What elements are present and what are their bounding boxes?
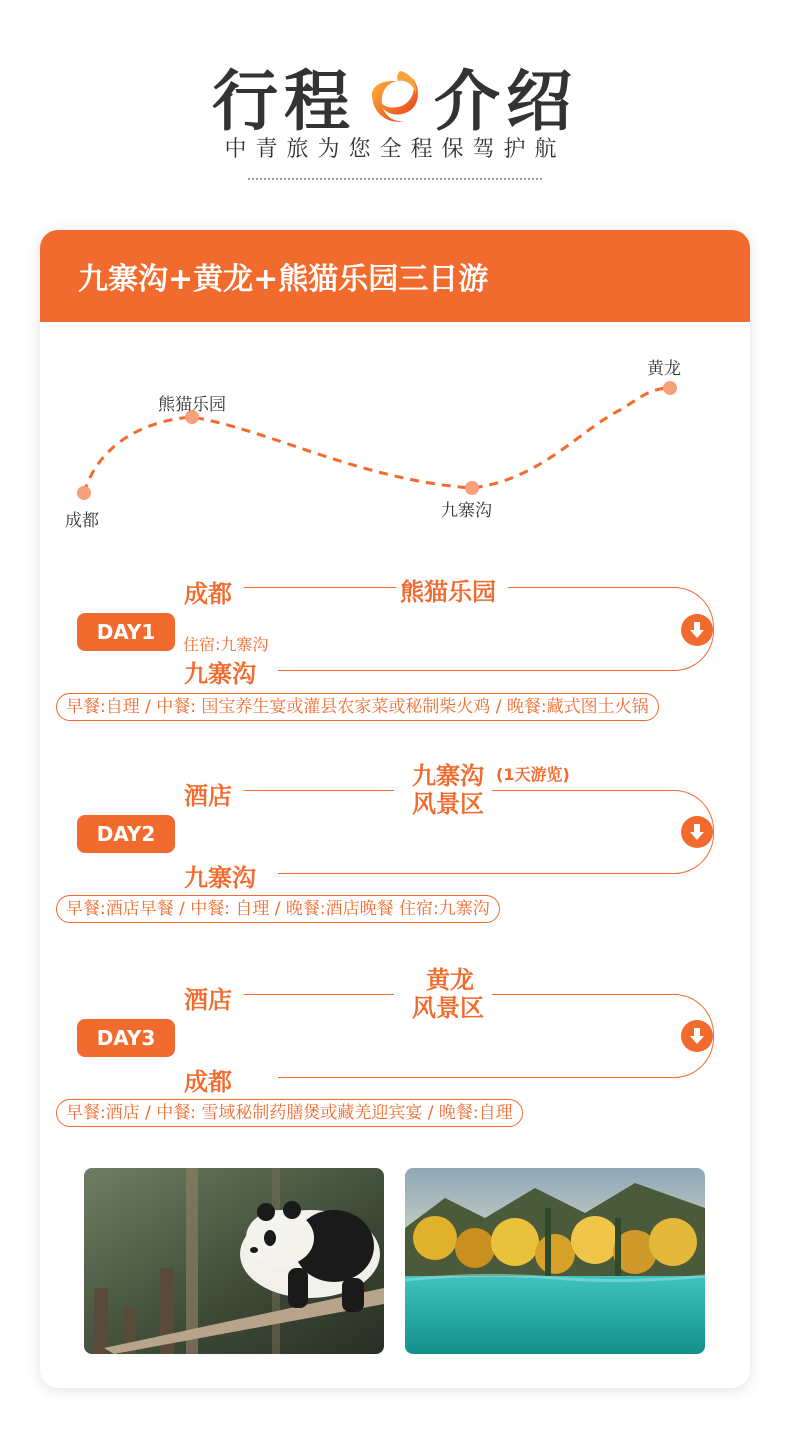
panda-photo xyxy=(84,1168,384,1354)
day1-badge: DAY1 xyxy=(77,613,175,651)
card-title: 九寨沟+黄龙+熊猫乐园三日游 xyxy=(78,262,489,297)
day3-badge: DAY3 xyxy=(77,1019,175,1057)
day1-via: 熊猫乐园 xyxy=(400,578,496,606)
route-dot-chengdu xyxy=(77,486,91,500)
day2-via-line2: 风景区 xyxy=(412,790,484,818)
route-label-panda: 熊猫乐园 xyxy=(158,395,226,415)
day3-meals: 早餐:酒店 / 中餐: 雪域秘制药膳煲或藏羌迎宾宴 / 晚餐:自理 xyxy=(56,1099,523,1127)
flame-logo-icon xyxy=(360,61,430,131)
day3-line-c xyxy=(278,1077,678,1078)
day3-from: 酒店 xyxy=(184,986,232,1014)
title-right: 介绍 xyxy=(434,63,578,140)
day3-via-line2: 风景区 xyxy=(412,994,484,1022)
day2-line-b xyxy=(492,790,678,791)
day2-to: 九寨沟 xyxy=(184,864,256,892)
day3-via-line1: 黄龙 xyxy=(426,966,474,994)
day1-line-c xyxy=(278,670,678,671)
day3-down-arrow-icon xyxy=(681,1020,713,1052)
day1-down-arrow-icon xyxy=(681,614,713,646)
day2-badge: DAY2 xyxy=(77,815,175,853)
day3-line-a xyxy=(244,994,394,995)
day2-down-arrow-icon xyxy=(681,816,713,848)
route-label-huanglong: 黄龙 xyxy=(647,359,681,379)
day1-to: 九寨沟 xyxy=(184,660,256,688)
page-header xyxy=(0,0,790,200)
route-dot-jiuzhai xyxy=(465,481,479,495)
day2-from: 酒店 xyxy=(184,782,232,810)
dotted-divider xyxy=(248,178,542,180)
lake-photo xyxy=(405,1168,705,1354)
day3-line-b xyxy=(492,994,678,995)
section-title xyxy=(0,48,790,143)
day1-line-b xyxy=(508,587,678,588)
day2-via-note: (1天游览) xyxy=(496,765,570,784)
title-left: 行程 xyxy=(212,63,356,140)
route-label-chengdu: 成都 xyxy=(65,511,99,531)
route-label-jiuzhai: 九寨沟 xyxy=(441,501,492,521)
day2-line-c xyxy=(278,873,678,874)
route-map xyxy=(40,230,750,550)
page-subtitle: 中青旅为您全程保驾护航 xyxy=(224,137,566,162)
day1-stay: 住宿:九寨沟 xyxy=(183,635,269,654)
day1-from: 成都 xyxy=(184,580,232,608)
itinerary-card xyxy=(40,230,750,1388)
day1-line-a xyxy=(244,587,396,588)
day2-line-a xyxy=(244,790,394,791)
day1-meals: 早餐:自理 / 中餐: 国宝养生宴或灌县农家菜或秘制柴火鸡 / 晚餐:藏式图土火锅 xyxy=(56,693,659,721)
route-dot-huanglong xyxy=(663,381,677,395)
day2-meals: 早餐:酒店早餐 / 中餐: 自理 / 晚餐:酒店晚餐 住宿:九寨沟 xyxy=(56,895,500,923)
day2-via-line1: 九寨沟 xyxy=(412,762,484,790)
day3-to: 成都 xyxy=(184,1068,232,1096)
